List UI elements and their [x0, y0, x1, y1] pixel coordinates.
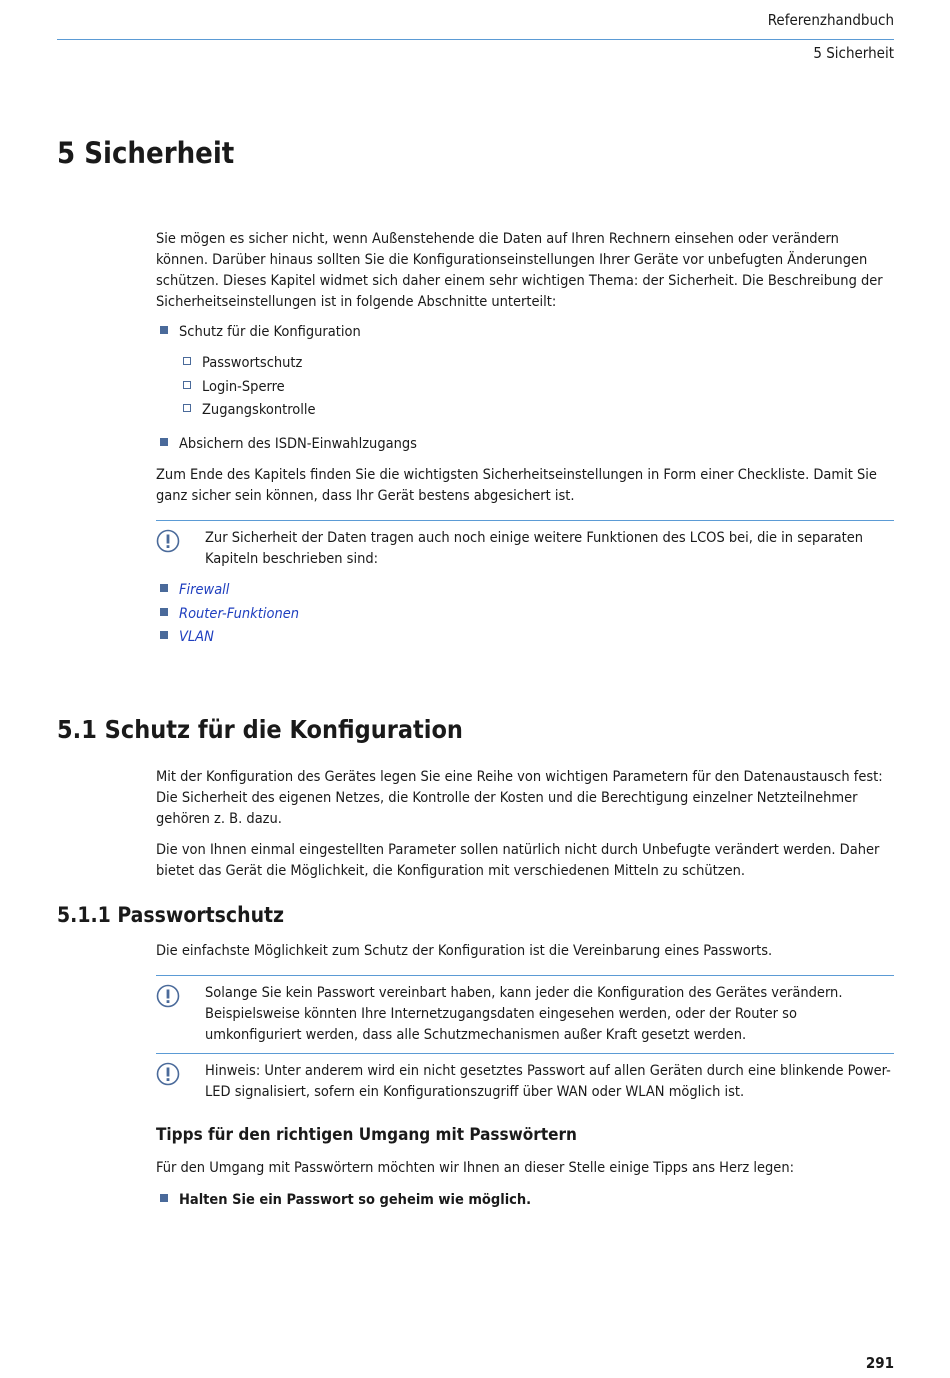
list-item: Login-Sperre [183, 377, 285, 397]
link-router-funktionen[interactable]: Router-Funktionen [179, 606, 300, 622]
link-item [160, 604, 299, 624]
note-rule [156, 520, 894, 521]
bullet-square-icon [160, 326, 168, 334]
bullet-hollow-square-icon [183, 357, 191, 365]
list-item: Absichern des ISDN-Einwahlzugangs [160, 434, 417, 454]
link-firewall[interactable]: Firewall [179, 582, 230, 598]
exclamation-circle-icon [156, 1062, 180, 1086]
section-paragraph: Die von Ihnen einmal eingestellten Parameter sollen natürlich nicht durch Unbefugte verändert werden. Daher bietet das Gerät die Möglichkeit, die Konfiguration mit verschiedenen Mitteln zu schützen. [156, 842, 880, 879]
bullet-square-icon [160, 1194, 168, 1202]
bullet-hollow-square-icon [183, 404, 191, 412]
note-text: Hinweis: Unter anderem wird ein nicht gesetztes Passwort auf allen Geräten durch eine blinkende Power-LED signalisiert, sofern ein Konfigurationszugriff über WAN oder WLAN möglich ist. [205, 1063, 891, 1100]
list-item: Passwortschutz [183, 353, 302, 373]
bullet-square-icon [160, 584, 168, 592]
bullet-square-icon [160, 438, 168, 446]
bullet-square-icon [160, 608, 168, 616]
running-header-section: 5 Sicherheit [813, 44, 894, 62]
list-item: Halten Sie ein Passwort so geheim wie möglich. [160, 1190, 531, 1210]
note-rule [156, 975, 894, 976]
note-text: Zur Sicherheit der Daten tragen auch noch einige weitere Funktionen des LCOS bei, die in separaten Kapiteln beschrieben sind: [205, 530, 864, 567]
note-text: Solange Sie kein Passwort vereinbart haben, kann jeder die Konfiguration des Gerätes verändern. Beispielsweise könnten Ihre Internetzugangsdaten eingesehen werden, oder der Router so umkonfiguriert werden, dass alle Schutzmechanismen außer Kraft gesetzt werden. [205, 985, 843, 1043]
list-item: Zugangskontrolle [183, 400, 316, 420]
bullet-square-icon [160, 631, 168, 639]
subsection-title: 5.1.1 Passwortschutz [57, 903, 285, 927]
note-rule [156, 1053, 894, 1054]
bullet-hollow-square-icon [183, 381, 191, 389]
section-paragraph: Mit der Konfiguration des Gerätes legen Sie eine Reihe von wichtigen Parametern für den Datenaustausch fest: Die Sicherheit des eigenen Netzes, die Kontrolle der Kosten und die Berechtigung einzelner Netzteilnehmer gehören z. B. dazu. [156, 769, 883, 827]
exclamation-circle-icon [156, 984, 180, 1008]
section-title: 5.1 Schutz für die Konfiguration [57, 715, 463, 744]
page-number: 291 [865, 1354, 894, 1372]
exclamation-circle-icon [156, 529, 180, 553]
list-item: Schutz für die Konfiguration [160, 322, 361, 342]
subsection-paragraph: Die einfachste Möglichkeit zum Schutz der Konfiguration ist die Vereinbarung eines Passworts. [156, 943, 773, 959]
link-vlan[interactable]: VLAN [179, 629, 214, 645]
link-item [160, 580, 229, 600]
chapter-intro: Sie mögen es sicher nicht, wenn Außenstehende die Daten auf Ihren Rechnern einsehen oder verändern können. Darüber hinaus sollten Sie die Konfigurationseinstellungen Ihrer Geräte vor unbefugten Änderungen schützen. Dieses Kapitel widmet sich daher einem sehr wichtigen Thema: der Sicherheit. Die Beschreibung der Sicherheitseinstellungen ist in folgende Abschnitte unterteilt: [156, 231, 883, 310]
tips-heading: Tipps für den richtigen Umgang mit Passwörtern [156, 1125, 577, 1145]
running-header-title: Referenzhandbuch [767, 11, 894, 29]
tips-intro: Für den Umgang mit Passwörtern möchten wir Ihnen an dieser Stelle einige Tipps ans Herz legen: [156, 1160, 794, 1176]
link-item [160, 627, 214, 647]
chapter-closing: Zum Ende des Kapitels finden Sie die wichtigsten Sicherheitseinstellungen in Form einer Checkliste. Damit Sie ganz sicher sein können, dass Ihr Gerät bestens abgesichert ist. [156, 467, 877, 504]
header-rule [57, 39, 894, 40]
chapter-title: 5 Sicherheit [57, 136, 235, 170]
